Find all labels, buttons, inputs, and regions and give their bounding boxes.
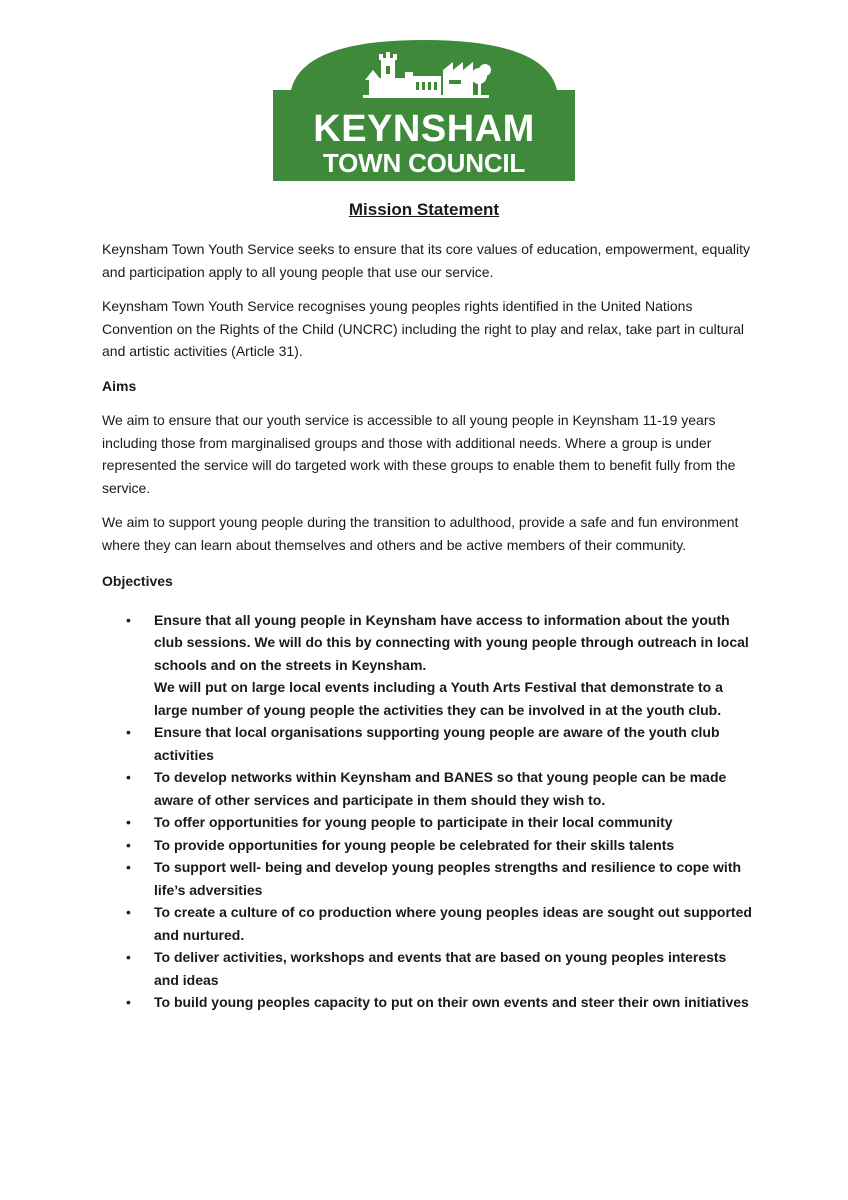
list-item bbox=[102, 856, 752, 901]
intro-paragraph: Keynsham Town Youth Service recognises young peoples rights identified in the United Nations Convention on the Rights of the Child (UNCRC) including the right to play and relax, take part in cultural and artistic activities (Article 31). bbox=[102, 298, 744, 359]
bullet-icon: • bbox=[126, 611, 131, 628]
page-title: Mission Statement bbox=[348, 200, 500, 219]
list-item-text: Ensure that all young people in Keynsham have access to information about the youth club sessions. We will do this by connecting with young people through outreach in local schools and on the streets in Keynsham. bbox=[154, 611, 749, 673]
list-item-text: To offer opportunities for young people to participate in their local community bbox=[154, 814, 673, 830]
list-item-text: To develop networks within Keynsham and BANES so that young people can be made aware of other services and participate in them should they wish to. bbox=[154, 769, 727, 808]
list-item bbox=[102, 901, 752, 946]
bullet-icon: • bbox=[126, 836, 131, 853]
bullet-icon: • bbox=[126, 859, 131, 875]
keynsham-town-council-logo bbox=[273, 40, 575, 181]
list-item-text: Ensure that local organisations supporting young people are aware of the youth club activities bbox=[154, 724, 720, 763]
bullet-icon: • bbox=[126, 904, 131, 920]
list-item bbox=[102, 766, 752, 811]
list-item bbox=[102, 834, 752, 857]
list-item bbox=[102, 811, 752, 834]
bullet-icon: • bbox=[126, 769, 131, 785]
logo-title-line2: TOWN COUNCIL bbox=[322, 148, 526, 178]
bullet-icon: • bbox=[126, 724, 131, 740]
list-item bbox=[102, 721, 752, 766]
list-item bbox=[102, 946, 752, 991]
list-item bbox=[102, 609, 752, 722]
objectives-list bbox=[102, 609, 752, 1014]
list-item-text: To create a culture of co production where young peoples ideas are sought out supported and nurtured. bbox=[154, 904, 752, 943]
bullet-icon: • bbox=[126, 814, 131, 830]
list-item-text: To provide opportunities for young people be celebrated for their skills talents bbox=[154, 836, 675, 853]
aims-heading: Aims bbox=[102, 377, 137, 394]
bullet-icon: • bbox=[126, 994, 131, 1010]
document-body bbox=[102, 238, 752, 1014]
list-item-text: To build young peoples capacity to put on their own events and steer their own initiatives bbox=[154, 994, 749, 1010]
intro-paragraph: Keynsham Town Youth Service seeks to ensure that its core values of education, empowerment, equality and participation apply to all young people that use our service. bbox=[102, 241, 750, 280]
aims-paragraph: We aim to ensure that our youth service is accessible to all young people in Keynsham 11-19 years including those from marginalised groups and those with additional needs. Where a group is under represented the service will do targeted work with these groups to enable them to benefit fully from the service. bbox=[102, 412, 736, 496]
aims-paragraph: We aim to support young people during the transition to adulthood, provide a safe and fun environment where they can learn about themselves and others and be active members of their community. bbox=[102, 514, 739, 553]
list-item-text-continued: We will put on large local events including a Youth Arts Festival that demonstrate to a large number of young people the activities they can be involved in at the youth club. bbox=[154, 679, 723, 718]
bullet-icon: • bbox=[126, 949, 131, 965]
list-item-text: To support well- being and develop young peoples strengths and resilience to cope with life’s adversities bbox=[154, 859, 742, 898]
logo-title-line1: KEYNSHAM bbox=[313, 108, 535, 150]
list-item-text: To deliver activities, workshops and events that are based on young peoples interests and ideas bbox=[154, 949, 727, 988]
objectives-heading: Objectives bbox=[102, 573, 173, 589]
list-item bbox=[102, 991, 752, 1014]
